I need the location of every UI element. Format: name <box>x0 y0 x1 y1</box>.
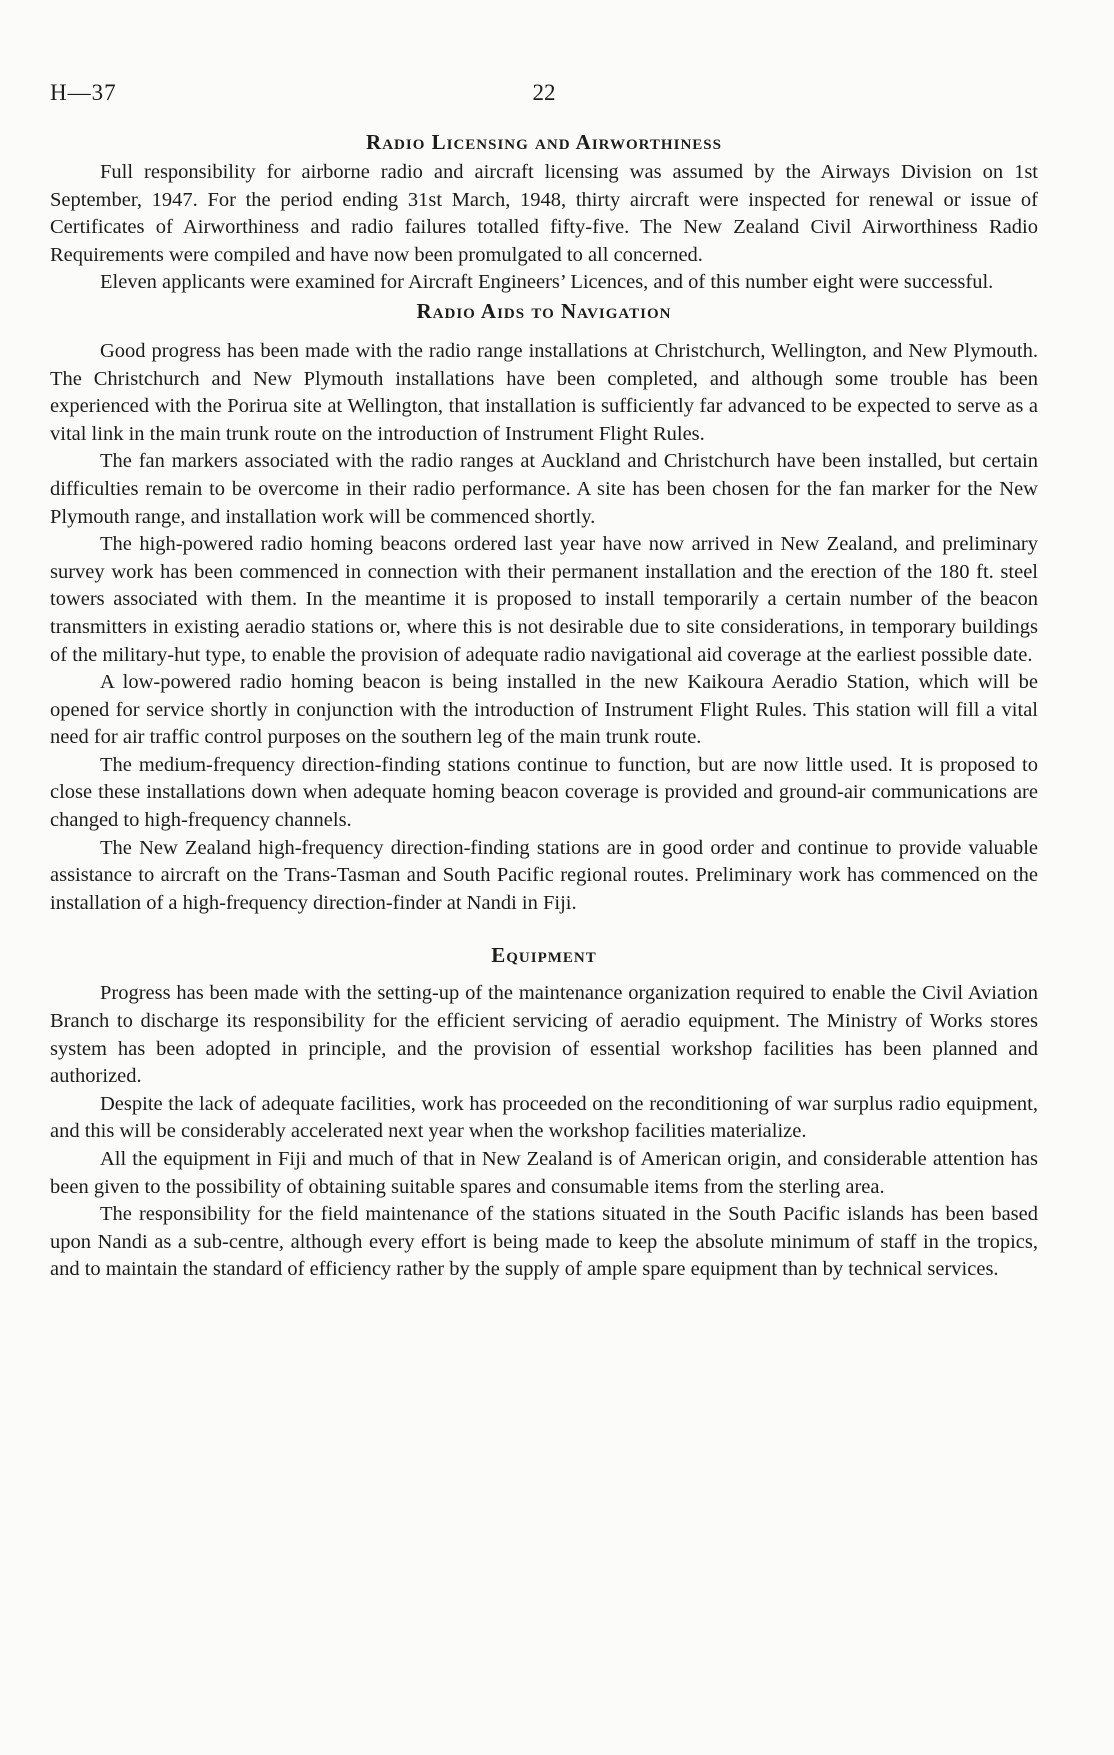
page-number: 22 <box>532 80 556 105</box>
report-reference: H—37 <box>50 80 117 105</box>
paragraph: The medium-frequency direction-finding stations continue to function, but are now little used. It is proposed to close these installations down when adequate homing beacon coverage is provided and ground-air communications are changed to high-frequency channels. <box>50 753 1038 832</box>
section-radio-licensing <box>50 130 1038 297</box>
paragraph: A low-powered radio homing beacon is being installed in the new Kaikoura Aeradio Station, which will be opened for service shortly in conjunction with the introduction of Instrument Flight Rules. This station will fill a vital need for air traffic control purposes on the southern leg of the main trunk route. <box>50 671 1038 749</box>
section-equipment <box>50 943 1038 1284</box>
paragraph: The responsibility for the field maintenance of the stations situated in the South Pacific islands has been based upon Nandi as a sub-centre, although every effort is being made to keep the absolute minimum of staff in the tropics, and to maintain the standard of efficiency rather by the supply of ample spare equipment than by technical services. <box>50 1203 1038 1281</box>
paragraph: Despite the lack of adequate facilities, work has proceeded on the reconditioning of war surplus radio equipment, and this will be considerably accelerated next year when the workshop facilities materialize. <box>50 1092 1038 1143</box>
document-page <box>50 70 1038 1284</box>
section-heading: Radio Licensing and Airworthiness <box>366 130 722 154</box>
paragraph: Eleven applicants were examined for Aircraft Engineers’ Licences, and of this number eight were successful. <box>100 271 994 294</box>
paragraph: Progress has been made with the setting-up of the maintenance organization required to enable the Civil Aviation Branch to discharge its responsibility for the efficient servicing of aeradio equipment. The Ministry of Works stores system has been adopted in principle, and the provision of essential workshop facilities has been planned and authorized. <box>50 982 1038 1088</box>
section-heading: Equipment <box>491 943 597 968</box>
paragraph: The New Zealand high-frequency direction-finding stations are in good order and continue to provide valuable assistance to aircraft on the Trans-Tasman and South Pacific regional routes. Preliminary work has commenced on the installation of a high-frequency direction-finder at Nandi in Fiji. <box>50 836 1038 914</box>
paragraph: All the equipment in Fiji and much of that in New Zealand is of American origin, and considerable attention has been given to the possibility of obtaining suitable spares and consumable items from the sterling area. <box>50 1148 1038 1198</box>
paragraph: The fan markers associated with the radio ranges at Auckland and Christchurch have been installed, but certain difficulties remain to be overcome in their radio performance. A site has been chosen for the fan marker for the New Plymouth range, and installation work will be commenced shortly. <box>50 450 1038 528</box>
paragraph: The high-powered radio homing beacons ordered last year have now arrived in New Zealand, and preliminary survey work has been commenced in connection with their permanent installation and the erection of the 180 ft. steel towers associated with them. In the meantime it is proposed to install temporarily a certain number of the beacon transmitters in existing aeradio stations or, where this is not desirable due to site considerations, in temporary buildings of the military-hut type, to enable the provision of adequate radio navigational aid coverage at the earliest possible date. <box>50 533 1038 666</box>
section-heading: Radio Aids to Navigation <box>416 298 672 323</box>
paragraph: Full responsibility for airborne radio and aircraft licensing was assumed by the Airways Division on 1st September, 1947. For the period ending 31st March, 1948, thirty aircraft were inspected for renewal or issue of Certificates of Airworthiness and radio failures totalled fifty-five. The New Zealand Civil Airworthiness Radio Requirements were compiled and have now been promulgated to all concerned. <box>50 161 1038 266</box>
paragraph: Good progress has been made with the radio range installations at Christchurch, Wellington, and New Plymouth. The Christchurch and New Plymouth installations have been completed, and although some trouble has been experienced with the Porirua site at Wellington, that installation is sufficiently far advanced to be expected to serve as a vital link in the main trunk route on the introduction of Instrument Flight Rules. <box>50 339 1038 445</box>
page-header <box>50 70 1038 110</box>
section-radio-aids <box>50 299 1038 917</box>
